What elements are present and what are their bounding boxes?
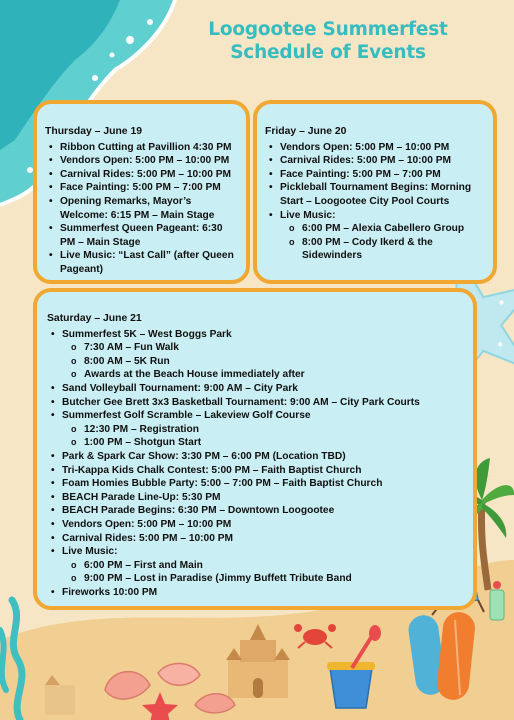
thursday-event-list <box>45 141 238 277</box>
saturday-live-music-label: Live Music: <box>62 546 118 558</box>
sub-list-item: o 6:00 PM – First and Main <box>84 559 465 573</box>
friday-schedule-card <box>253 100 497 284</box>
title-line-2: Schedule of Events <box>230 42 426 63</box>
sub-list-item: o 6:00 PM – Alexia Cabellero Group <box>302 222 487 236</box>
friday-live-music-label: Live Music: <box>280 209 336 221</box>
saturday-music-sublist <box>62 559 465 586</box>
thursday-heading: Thursday – June 19 <box>45 126 143 137</box>
saturday-schedule-card <box>33 288 477 610</box>
list-item: • Foam Homies Bubble Party: 5:00 – 7:00 PM – Faith Baptist Church <box>62 477 465 491</box>
list-item <box>62 409 465 450</box>
list-item: • Opening Remarks, Mayor’s Welcome: 6:15 PM – Main Stage <box>60 195 238 222</box>
saturday-heading: Saturday – June 21 <box>47 313 142 324</box>
list-item: • Park & Spark Car Show: 3:30 PM – 6:00 PM (Location TBD) <box>62 450 465 464</box>
fivek-label: Summerfest 5K – West Boggs Park <box>62 328 232 340</box>
list-item <box>280 209 487 263</box>
list-item: • Vendors Open: 5:00 PM – 10:00 PM <box>60 154 238 168</box>
list-item: • Butcher Gee Brett 3x3 Basketball Tournament: 9:00 AM – City Park Courts <box>62 396 465 410</box>
sub-list-item: o 8:00 PM – Cody Ikerd & the Sidewinders <box>302 236 487 263</box>
thursday-schedule-card <box>33 100 250 284</box>
list-item: • BEACH Parade Begins: 6:30 PM – Downtown Loogootee <box>62 504 465 518</box>
sub-list-item: o 1:00 PM – Shotgun Start <box>84 436 465 450</box>
list-item: • Fireworks 10:00 PM <box>62 586 465 600</box>
fivek-sublist <box>62 341 465 382</box>
sub-list-item: o Awards at the Beach House immediately after <box>84 368 465 382</box>
list-item: • Face Painting: 5:00 PM – 7:00 PM <box>60 181 238 195</box>
list-item: • Pickleball Tournament Begins: Morning Start – Loogootee City Pool Courts <box>280 181 487 208</box>
list-item: • Carnival Rides: 5:00 PM – 10:00 PM <box>62 532 465 546</box>
golf-sublist <box>62 423 465 450</box>
page-title <box>160 18 496 64</box>
list-item: • Vendors Open: 5:00 PM – 10:00 PM <box>62 518 465 532</box>
list-item: • BEACH Parade Line-Up: 5:30 PM <box>62 491 465 505</box>
list-item: • Summerfest Queen Pageant: 6:30 PM – Main Stage <box>60 222 238 249</box>
list-item <box>62 545 465 586</box>
list-item: • Ribbon Cutting at Pavillion 4:30 PM <box>60 141 238 155</box>
sub-list-item: o 12:30 PM – Registration <box>84 423 465 437</box>
list-item: • Sand Volleyball Tournament: 9:00 AM – City Park <box>62 382 465 396</box>
title-line-1: Loogootee Summerfest <box>208 19 448 40</box>
friday-music-sublist <box>280 222 487 263</box>
list-item: • Carnival Rides: 5:00 PM – 10:00 PM <box>60 168 238 182</box>
list-item <box>62 328 465 382</box>
list-item: • Vendors Open: 5:00 PM – 10:00 PM <box>280 141 487 155</box>
golf-label: Summerfest Golf Scramble – Lakeview Golf Course <box>62 410 311 422</box>
list-item: • Face Painting: 5:00 PM – 7:00 PM <box>280 168 487 182</box>
list-item: • Carnival Rides: 5:00 PM – 10:00 PM <box>280 154 487 168</box>
sub-list-item: o 7:30 AM – Fun Walk <box>84 341 465 355</box>
saturday-event-list <box>47 328 465 600</box>
sub-list-item: o 9:00 PM – Lost in Paradise (Jimmy Buffett Tribute Band <box>84 572 465 586</box>
list-item: • Live Music: “Last Call” (after Queen Pageant) <box>60 249 238 276</box>
friday-heading: Friday – June 20 <box>265 126 347 137</box>
sub-list-item: o 8:00 AM – 5K Run <box>84 355 465 369</box>
friday-event-list <box>265 141 487 263</box>
list-item: • Tri-Kappa Kids Chalk Contest: 5:00 PM – Faith Baptist Church <box>62 464 465 478</box>
